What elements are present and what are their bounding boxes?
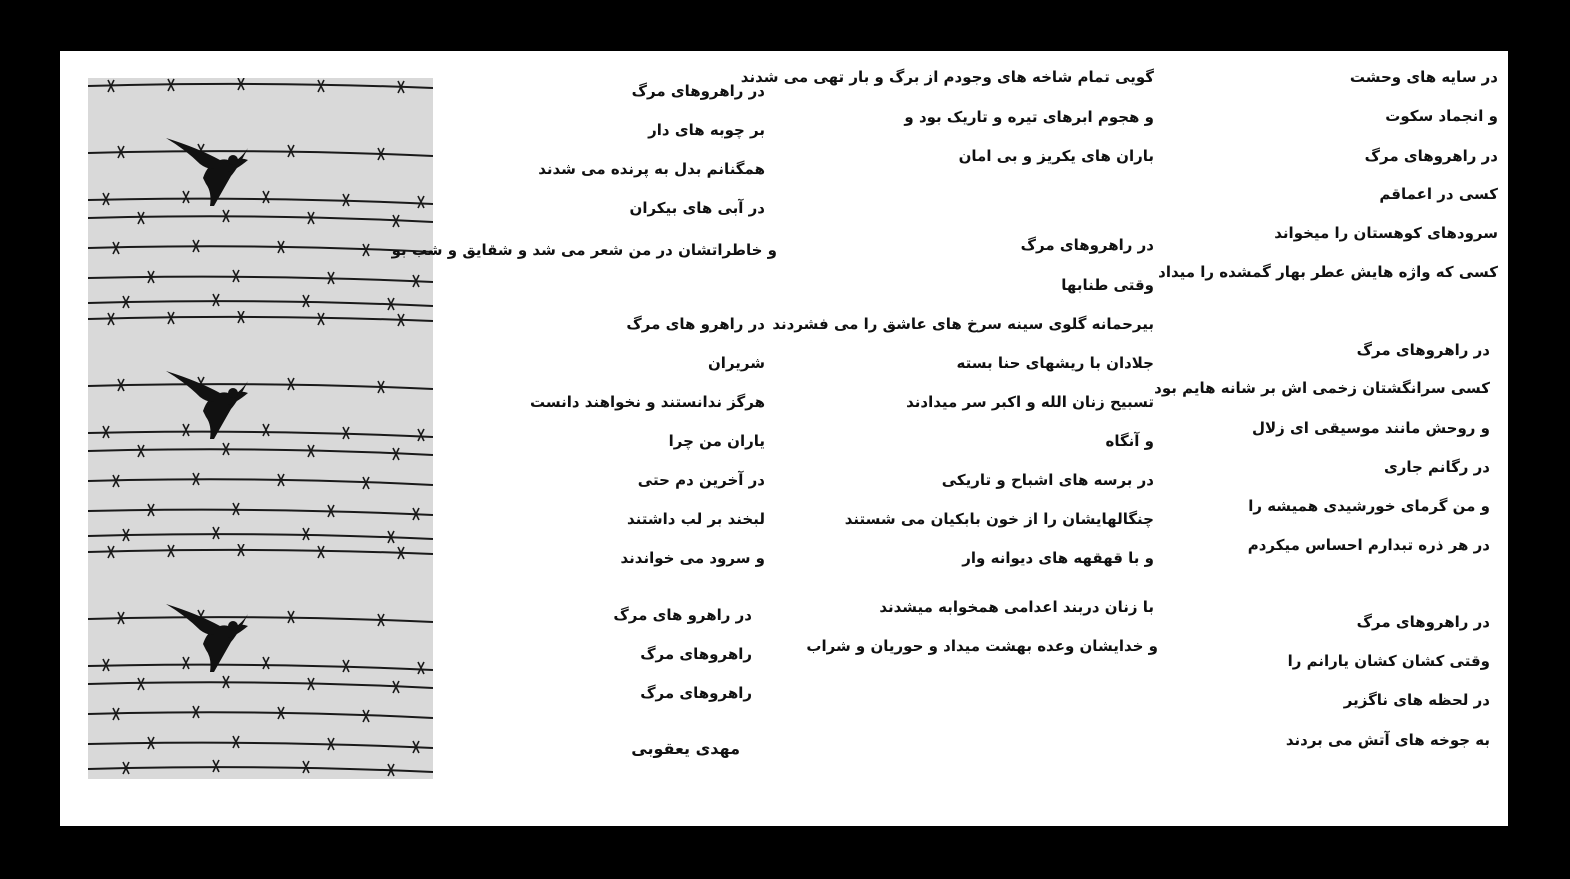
- poem-line: کسی که واژه هایش عطر بهار گمشده را میداد: [1158, 263, 1498, 281]
- poem-line: و من گرمای خورشیدی همیشه را: [1248, 497, 1490, 515]
- poem-line: و سرود می خواندند: [620, 549, 765, 567]
- poem-line: در لحظه های ناگزیر: [1343, 691, 1490, 709]
- poem-line: همگنانم بدل به پرنده می شدند: [538, 160, 765, 178]
- poem-line: و آنگاه: [1105, 432, 1154, 450]
- bird-on-wire-image: [88, 311, 433, 544]
- poem-line: و خدایشان وعده بهشت میداد و حوریان و شراب: [806, 637, 1158, 655]
- poem-line: در راهروهای مرگ: [631, 82, 765, 100]
- bird-on-wire-image: [88, 544, 433, 779]
- poem-line: در راهروهای مرگ: [1364, 147, 1498, 165]
- poem-line: تسبیح زنان الله و اکبر سر میدادند: [906, 393, 1154, 411]
- poem-line: در آخرین دم حتی: [637, 471, 765, 489]
- poem-line: در راهرو های مرگ: [626, 315, 765, 333]
- poem-line: و روحش مانند موسیقی ای زلال: [1252, 419, 1490, 437]
- poem-line: در رگانم جاری: [1384, 458, 1490, 476]
- poem-line: بیرحمانه گلوی سینه سرخ های عاشق را می فشردند: [772, 315, 1154, 333]
- poem-line: گویی تمام شاخه های وجودم از برگ و بار تهی می شدند: [740, 68, 1154, 86]
- barbed-wire-drawing: [88, 544, 433, 779]
- poem-line: وقتی کشان کشان یارانم را: [1287, 652, 1490, 670]
- poem-line: و هجوم ابرهای تیره و تاریک بود و: [904, 108, 1154, 126]
- poem-line: در آبی های بیکران: [629, 199, 765, 217]
- barbed-wire-drawing: [88, 78, 433, 311]
- poem-line: راهروهای مرگ: [640, 684, 752, 702]
- poem-line: باران های یکریز و بی امان: [958, 147, 1154, 165]
- poem-line: یاران من چرا: [668, 432, 765, 450]
- bird-on-wire-image: [88, 78, 433, 311]
- poem-line: در هر ذره تبدارم احساس میکردم: [1247, 536, 1490, 554]
- poem-line: چنگالهایشان را از خون بابکیان می شستند: [844, 510, 1154, 528]
- poem-sheet: [60, 51, 1508, 826]
- poem-line: در راهروهای مرگ: [1356, 341, 1490, 359]
- poem-line: هرگز ندانستند و نخواهند دانست: [529, 393, 765, 411]
- poem-line: سرودهای کوهستان را میخواند: [1274, 224, 1498, 242]
- poem-line: وقتی طنابها: [1061, 276, 1154, 294]
- poem-line: بر چوبه های دار: [648, 121, 765, 139]
- poem-line: در راهروهای مرگ: [1020, 236, 1154, 254]
- author-signature: مهدی یعقوبی: [631, 739, 740, 758]
- poem-line: لبخند بر لب داشتند: [627, 510, 765, 528]
- poem-line: در برسه های اشباح و تاریکی: [941, 471, 1154, 489]
- poem-line: در سایه های وحشت: [1349, 68, 1498, 86]
- poem-line: شریران: [708, 354, 765, 372]
- poem-line: راهروهای مرگ: [640, 645, 752, 663]
- poem-line: در راهروهای مرگ: [1356, 613, 1490, 631]
- poem-line: و خاطراتشان در من شعر می شد و شقایق و شب بو: [391, 241, 777, 259]
- poem-line: با زنان دربند اعدامی همخوابه میشدند: [879, 598, 1154, 616]
- poem-line: کسی سرانگشتان زخمی اش بر شانه هایم بود: [1154, 379, 1490, 397]
- poem-line: جلادان با ریشهای حنا بسته: [956, 354, 1154, 372]
- poem-line: و انجماد سکوت: [1385, 107, 1498, 125]
- poem-line: کسی در اعماقم: [1379, 185, 1498, 203]
- barbed-wire-drawing: [88, 311, 433, 544]
- poem-line: در راهرو های مرگ: [613, 606, 752, 624]
- poem-line: به جوخه های آتش می بردند: [1285, 731, 1490, 749]
- poem-line: و با قهقهه های دیوانه وار: [962, 549, 1154, 567]
